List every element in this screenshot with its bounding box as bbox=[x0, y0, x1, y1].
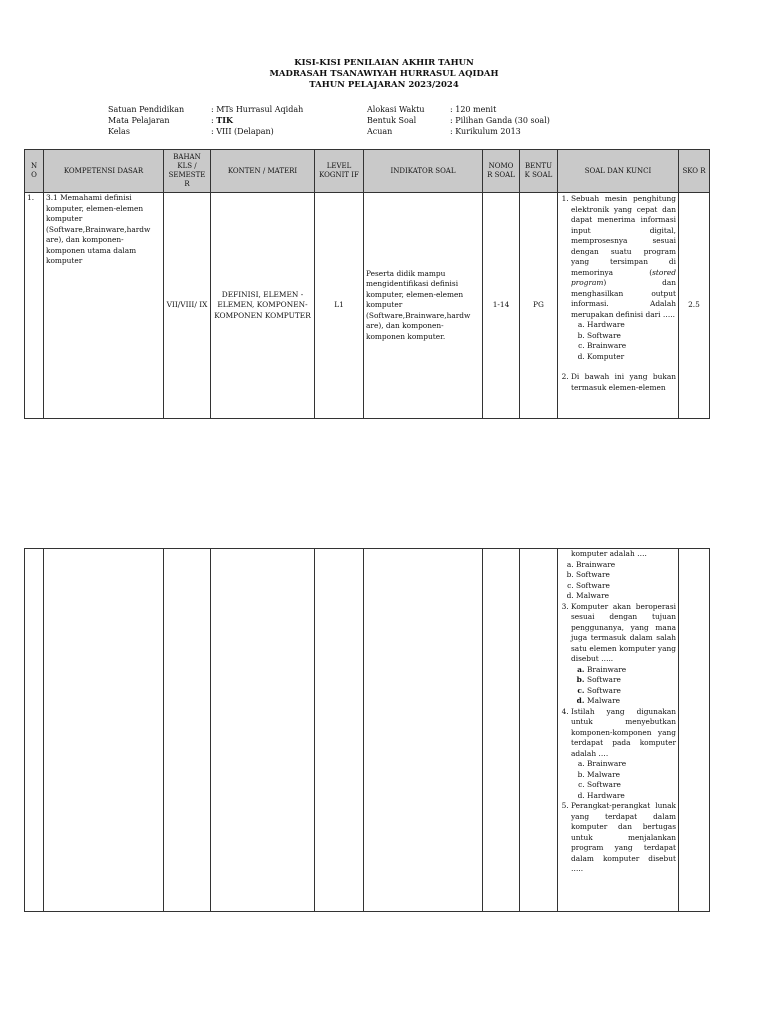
cont-skor bbox=[679, 549, 710, 912]
row-level: L1 bbox=[315, 193, 364, 419]
mapel-value: : TIK bbox=[211, 115, 233, 125]
option: b. Software bbox=[576, 570, 676, 581]
question-1: 1. Sebuah mesin penghitung elektronik yang cepat dan dapat menerima informasi input digital, memprosesnya sesuai dengan suatu program yang tersimpan di memorinya (stored program) dan menghasilkan output informasi. Adalah merupakan definisi dari ….. a. Hardware b. Software c. Brainware d. Komputer bbox=[571, 194, 676, 372]
option: d. Malware bbox=[587, 696, 676, 707]
option: b. Software bbox=[587, 675, 676, 686]
option: c. Brainware bbox=[587, 341, 676, 352]
cont-kompetensi bbox=[44, 549, 164, 912]
acuan-label: Acuan bbox=[367, 127, 393, 136]
question-list-continued bbox=[560, 602, 676, 875]
cont-nomor bbox=[483, 549, 520, 912]
header-nomor: NOMO R SOAL bbox=[483, 150, 520, 193]
option: b. Software bbox=[587, 331, 676, 342]
question-list bbox=[560, 194, 676, 393]
option: c. Software bbox=[576, 581, 676, 592]
cont-bahan bbox=[164, 549, 211, 912]
kelas-label: Kelas bbox=[108, 127, 130, 136]
table-row bbox=[25, 549, 710, 912]
cont-indikator bbox=[364, 549, 483, 912]
question-2-options bbox=[560, 560, 676, 602]
row-soal bbox=[558, 193, 679, 419]
header-no: N O bbox=[25, 150, 44, 193]
doc-title-line3: TAHUN PELAJARAN 2023/2024 bbox=[309, 80, 459, 90]
row-nomor: 1-14 bbox=[483, 193, 520, 419]
cont-no bbox=[25, 549, 44, 912]
row-bentuk: PG bbox=[520, 193, 558, 419]
question-4: 4. Istilah yang digunakan untuk menyebutkan komponen-komponen yang terdapat pada komputer adalah …. a. Brainware b. Malware c. Software d. Hardware bbox=[571, 707, 676, 802]
waktu-label: Alokasi Waktu bbox=[367, 105, 425, 114]
option: c. Software bbox=[587, 780, 676, 791]
doc-title-line2: MADRASAH TSANAWIYAH HURRASUL AQIDAH bbox=[269, 69, 499, 79]
header-bahan: BAHAN KLS / SEMESTE R bbox=[164, 150, 211, 193]
cont-soal bbox=[558, 549, 679, 912]
waktu-value: : 120 menit bbox=[450, 105, 497, 114]
cont-konten bbox=[211, 549, 315, 912]
header-konten: KONTEN / MATERI bbox=[211, 150, 315, 193]
option: a. Brainware bbox=[587, 759, 676, 770]
option: a. Brainware bbox=[587, 665, 676, 676]
kisi-table-page1 bbox=[24, 149, 710, 419]
row-no: 1. bbox=[25, 193, 44, 419]
question-4-options bbox=[571, 759, 676, 801]
header-indikator: INDIKATOR SOAL bbox=[364, 150, 483, 193]
option: d. Hardware bbox=[587, 791, 676, 802]
table-row bbox=[25, 193, 710, 419]
question-1-options bbox=[571, 320, 676, 362]
option: b. Malware bbox=[587, 770, 676, 781]
row-konten: DEFINISI, ELEMEN - ELEMEN, KOMPONEN-KOMPONEN KOMPUTER bbox=[211, 193, 315, 419]
header-kompetensi: KOMPETENSI DASAR bbox=[44, 150, 164, 193]
header-skor: SKO R bbox=[679, 150, 710, 193]
row-bahan: VII/VIII/ IX bbox=[164, 193, 211, 419]
cont-bentuk bbox=[520, 549, 558, 912]
option: d. Komputer bbox=[587, 352, 676, 363]
bentuk-label: Bentuk Soal bbox=[367, 116, 417, 125]
cont-level bbox=[315, 549, 364, 912]
question-2: 2. Di bawah ini yang bukan termasuk elemen-elemen bbox=[571, 372, 676, 393]
question-3: 3. Komputer akan beroperasi sesuai dengan tujuan penggunanya, yang mana juga termasuk dalam salah satu elemen komputer yang disebut ….. a. Brainware b. Software c. Software d. Malware bbox=[571, 602, 676, 707]
row-skor: 2.5 bbox=[679, 193, 710, 419]
satuan-label: Satuan Pendidikan bbox=[108, 105, 185, 114]
header-soal: SOAL DAN KUNCI bbox=[558, 150, 679, 193]
question-3-options bbox=[571, 665, 676, 707]
row-indikator: Peserta didik mampu mengidentifikasi definisi komputer, elemen-elemen komputer (Software,Brainware,hardw are), dan komponen-komponen komputer. bbox=[364, 193, 483, 419]
doc-title-line1: KISI-KISI PENILAIAN AKHIR TAHUN bbox=[294, 58, 474, 68]
option: c. Software bbox=[587, 686, 676, 697]
option: d. Malware bbox=[576, 591, 676, 602]
table-header-row bbox=[25, 150, 710, 193]
acuan-value: : Kurikulum 2013 bbox=[450, 127, 521, 136]
bentuk-value: : Pilihan Ganda (30 soal) bbox=[450, 116, 550, 125]
option: a. Brainware bbox=[576, 560, 676, 571]
header-level: LEVEL KOGNIT IF bbox=[315, 150, 364, 193]
kisi-table-page2 bbox=[24, 548, 710, 912]
question-5: 5. Perangkat-perangkat lunak yang terdapat dalam komputer dan bertugas untuk menjalankan program yang terdapat dalam komputer disebut ….. bbox=[571, 801, 676, 875]
mapel-label: Mata Pelajaran bbox=[108, 116, 170, 125]
satuan-value: : MTs Hurrasul Aqidah bbox=[211, 105, 304, 114]
kelas-value: : VIII (Delapan) bbox=[211, 127, 274, 136]
question-2-continued: komputer adalah …. bbox=[571, 549, 647, 558]
option: a. Hardware bbox=[587, 320, 676, 331]
row-kompetensi: 3.1 Memahami definisi komputer, elemen-elemen komputer (Software,Brainware,hardw are), dan komponen-komponen utama dalam komputer bbox=[44, 193, 164, 419]
header-bentuk: BENTU K SOAL bbox=[520, 150, 558, 193]
